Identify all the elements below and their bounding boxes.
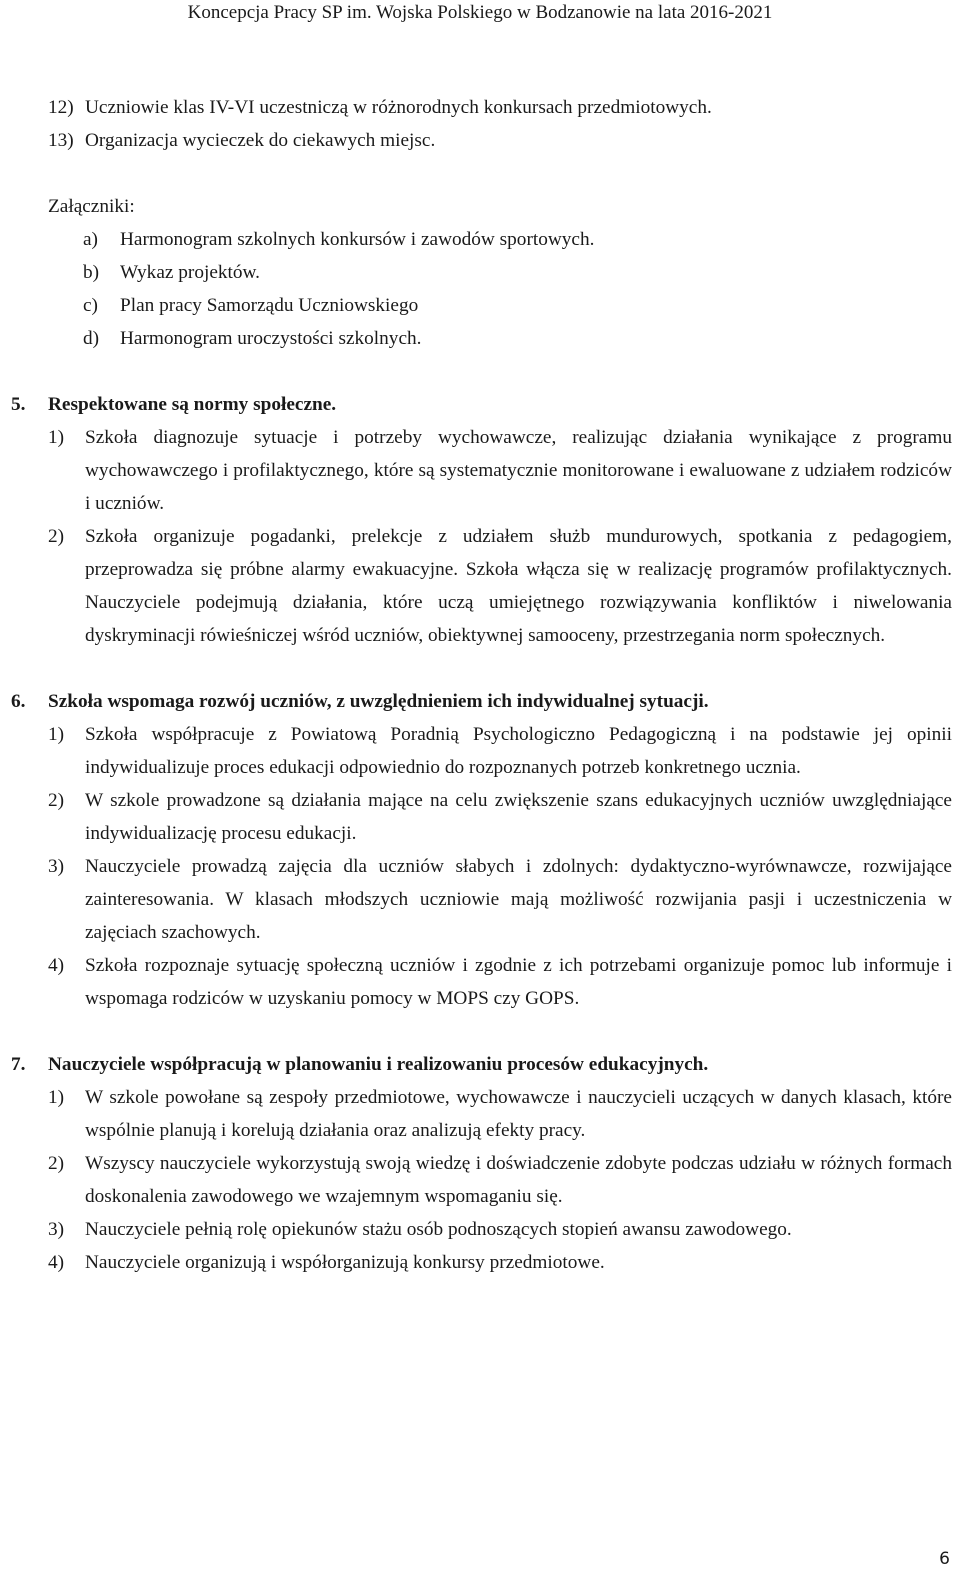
page-number: 6 xyxy=(939,1549,950,1569)
list-item xyxy=(48,1213,952,1246)
item-number: 4) xyxy=(48,955,65,976)
section-heading xyxy=(11,388,952,421)
item-text: Szkoła organizuje pogadanki, prelekcje z udziałem służb mundurowych, spotkania z pedagogiem, przeprowadza się próbne alarmy ewakuacyjne. Szkoła włącza się w realizację programów profilaktycznych. Nauczyciele podejmują działania, które uczą umiejętnego rozwiązywania konfliktów i niwelowania dyskryminacji rówieśniczej wśród uczniów, obiektywnej samooceny, przestrzegania norm społecznych. xyxy=(85,526,952,646)
list-item xyxy=(48,91,952,124)
item-text: Wszyscy nauczyciele wykorzystują swoją wiedzę i doświadczenie zdobyte podczas udziału w różnych formach doskonalenia zawodowego we wzajemnym wspomaganiu się. xyxy=(85,1153,952,1207)
section-number: 7. xyxy=(11,1054,26,1075)
item-number: 3) xyxy=(48,1219,65,1240)
item-text: Nauczyciele pełnią rolę opiekunów stażu osób podnoszących stopień awansu zawodowego. xyxy=(85,1219,792,1240)
item-number: 1) xyxy=(48,724,65,745)
list-item xyxy=(48,421,952,520)
list-item xyxy=(48,850,952,949)
item-number: 1) xyxy=(48,1087,65,1108)
section-heading xyxy=(11,685,952,718)
item-text: W szkole prowadzone są działania mające na celu zwiększenie szans edukacyjnych uczniów uwzględniające indywidualizację procesu edukacji. xyxy=(85,790,952,844)
item-number: a) xyxy=(83,229,98,250)
item-number: 12) xyxy=(48,97,74,118)
item-text: Uczniowie klas IV-VI uczestniczą w różnorodnych konkursach przedmiotowych. xyxy=(85,97,712,118)
attachment-item xyxy=(48,256,952,289)
section-title: Respektowane są normy społeczne. xyxy=(48,394,337,415)
item-number: 3) xyxy=(48,856,65,877)
item-number: 2) xyxy=(48,526,65,547)
document-body xyxy=(11,91,952,1279)
section-number: 6. xyxy=(11,691,26,712)
item-text: Szkoła diagnozuje sytuacje i potrzeby wychowawcze, realizując działania wynikające z programu wychowawczego i profilaktycznego, które są systematycznie monitorowane i ewaluowane z udziałem rodziców i uczniów. xyxy=(85,427,952,514)
attachment-item xyxy=(48,322,952,355)
attachments-label: Załączniki: xyxy=(48,196,135,217)
item-number: 4) xyxy=(48,1252,65,1273)
item-text: Nauczyciele prowadzą zajęcia dla uczniów słabych i zdolnych: dydaktyczno-wyrównawcze, rozwijające zainteresowania. W klasach młodszych uczniowie mają możliwość rozwijania pasji i uczestniczenia w zajęciach szachowych. xyxy=(85,856,952,943)
item-text: Nauczyciele organizują i współorganizują konkursy przedmiotowe. xyxy=(85,1252,605,1273)
item-text: Organizacja wycieczek do ciekawych miejsc. xyxy=(85,130,436,151)
header-title: Koncepcja Pracy SP im. Wojska Polskiego w Bodzanowie na lata 2016-2021 xyxy=(187,2,773,23)
item-text: Harmonogram szkolnych konkursów i zawodów sportowych. xyxy=(120,229,595,250)
section-title: Szkoła wspomaga rozwój uczniów, z uwzględnieniem ich indywidualnej sytuacji. xyxy=(48,691,709,712)
item-number: 2) xyxy=(48,790,65,811)
item-text: Szkoła współpracuje z Powiatową Poradnią Psychologiczno Pedagogiczną i na podstawie jej opinii indywidualizuje proces edukacji odpowiednio do rozpoznanych potrzeb konkretnego ucznia. xyxy=(85,724,952,778)
item-number: b) xyxy=(83,262,100,283)
item-text: Harmonogram uroczystości szkolnych. xyxy=(120,328,422,349)
item-number: c) xyxy=(83,295,98,316)
list-item xyxy=(48,784,952,850)
item-text: Szkoła rozpoznaje sytuację społeczną uczniów i zgodnie z ich potrzebami organizuje pomoc lub informuje i wspomaga rodziców w uzyskaniu pomocy w MOPS czy GOPS. xyxy=(85,955,952,1009)
page-header xyxy=(0,0,960,30)
section-number: 5. xyxy=(11,394,26,415)
item-text: Plan pracy Samorządu Uczniowskiego xyxy=(120,295,419,316)
attachment-item xyxy=(48,289,952,322)
list-item xyxy=(48,1246,952,1279)
list-item xyxy=(48,1147,952,1213)
list-item xyxy=(48,718,952,784)
item-text: W szkole powołane są zespoły przedmiotowe, wychowawcze i nauczycieli uczących w danych klasach, które wspólnie planują i korelują działania oraz analizują efekty pracy. xyxy=(85,1087,952,1141)
list-item xyxy=(48,124,952,157)
item-number: 13) xyxy=(48,130,74,151)
item-number: 1) xyxy=(48,427,65,448)
section-title: Nauczyciele współpracują w planowaniu i realizowaniu procesów edukacyjnych. xyxy=(48,1054,709,1075)
item-text: Wykaz projektów. xyxy=(120,262,261,283)
item-number: 2) xyxy=(48,1153,65,1174)
attachment-item xyxy=(48,223,952,256)
list-item xyxy=(48,1081,952,1147)
list-item xyxy=(48,949,952,1015)
list-item xyxy=(48,520,952,652)
item-number: d) xyxy=(83,328,100,349)
section-heading xyxy=(11,1048,952,1081)
